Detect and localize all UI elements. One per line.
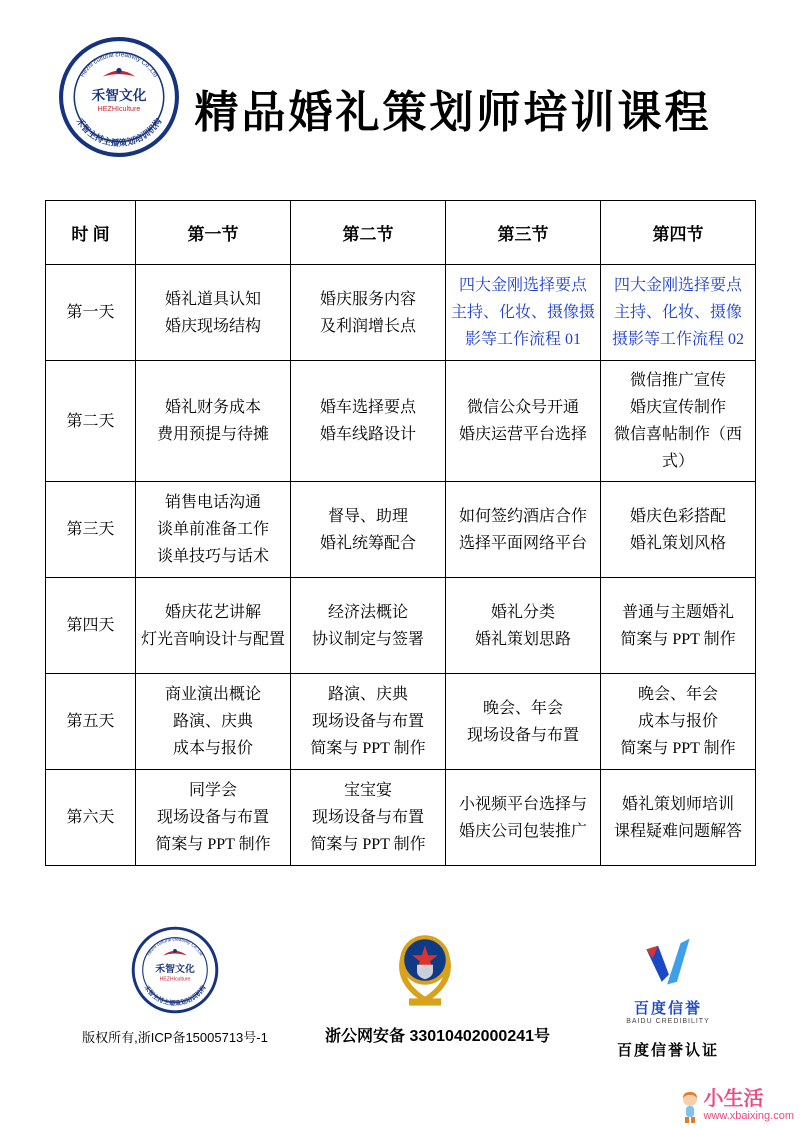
company-logo xyxy=(58,36,180,158)
course-line: 婚庆色彩搭配 xyxy=(629,507,726,525)
course-line: 销售电话沟通 xyxy=(164,494,261,511)
table-row xyxy=(46,482,756,578)
police-record-text: 浙公网安备 33010402000241号 xyxy=(325,1028,551,1045)
course-line: 婚礼策划师培训 xyxy=(621,795,734,813)
svg-text:HEZHIculture: HEZHIculture xyxy=(159,976,191,983)
course-line: 路演、庆典 xyxy=(327,686,408,703)
course-line: 现场设备与布置 xyxy=(156,809,269,826)
course-cell xyxy=(136,578,291,674)
course-line: 经济法概论 xyxy=(327,603,408,621)
course-line: 商业演出概论 xyxy=(164,686,261,703)
svg-text:禾智文化: 禾智文化 xyxy=(155,964,195,976)
course-line: 现场设备与布置 xyxy=(311,809,424,826)
course-line: 及利润增长点 xyxy=(319,317,416,335)
course-cell xyxy=(136,770,291,866)
table-row xyxy=(46,265,756,361)
day-label: 第一天 xyxy=(46,265,136,361)
course-line: 成本与报价 xyxy=(172,740,253,757)
course-line: 微信喜帖制作（西式） xyxy=(613,426,742,470)
column-header: 时 间 xyxy=(46,201,136,265)
logo-arc-bottom-text: 禾智主持主播策划培训机构 xyxy=(74,116,164,148)
course-line: 主持、化妆、摄像 xyxy=(613,304,742,321)
course-line: 婚车线路设计 xyxy=(319,426,416,443)
table-row xyxy=(46,770,756,866)
course-line: 婚车选择要点 xyxy=(319,399,416,416)
course-cell xyxy=(291,674,446,770)
baidu-name-cn: 百度信誉 xyxy=(633,1000,702,1017)
course-line: 主持、化妆、摄像摄 xyxy=(450,304,595,321)
day-label: 第三天 xyxy=(46,482,136,578)
course-line: 简案与 PPT 制作 xyxy=(155,836,271,853)
course-line: 四大金刚选择要点 xyxy=(613,277,742,294)
day-label: 第四天 xyxy=(46,578,136,674)
course-line: 现场设备与布置 xyxy=(311,713,424,730)
course-line: 督导、助理 xyxy=(327,507,408,525)
course-cell xyxy=(291,578,446,674)
course-line: 婚庆花艺讲解 xyxy=(164,603,261,621)
course-cell xyxy=(446,482,601,578)
course-line: 影等工作流程 01 xyxy=(464,331,581,348)
course-line: 婚礼统筹配合 xyxy=(319,534,416,552)
course-cell xyxy=(601,674,756,770)
course-line: 摄影等工作流程 02 xyxy=(611,331,744,348)
course-line: 微信推广宣传 xyxy=(629,372,726,389)
baidu-name-en: BAIDU CREDIBILITY xyxy=(626,1018,710,1025)
course-cell xyxy=(291,770,446,866)
course-cell xyxy=(136,361,291,482)
course-cell xyxy=(446,770,601,866)
course-line: 婚礼道具认知 xyxy=(164,290,261,308)
svg-text:禾智主持主播策划培训机构: 禾智主持主播策划培训机构 xyxy=(142,984,208,1008)
course-line: 四大金刚选择要点 xyxy=(458,277,587,294)
company-logo-small xyxy=(131,926,219,1014)
column-header: 第二节 xyxy=(291,201,446,265)
course-cell xyxy=(446,361,601,482)
course-line: 简案与 PPT 制作 xyxy=(310,740,426,757)
course-cell xyxy=(136,674,291,770)
course-cell xyxy=(601,770,756,866)
course-line: 协议制定与签署 xyxy=(311,630,424,648)
course-cell xyxy=(601,265,756,361)
course-cell xyxy=(136,265,291,361)
course-line: 谈单技巧与话术 xyxy=(156,548,269,565)
table-row xyxy=(46,674,756,770)
course-line: 婚庆运营平台选择 xyxy=(458,426,587,443)
course-line: 路演、庆典 xyxy=(172,713,253,730)
mascot-icon xyxy=(679,1090,701,1124)
course-table xyxy=(45,200,756,866)
course-cell xyxy=(601,482,756,578)
column-header: 第一节 xyxy=(136,201,291,265)
column-header: 第三节 xyxy=(446,201,601,265)
course-cell xyxy=(136,482,291,578)
course-line: 婚礼策划思路 xyxy=(474,630,571,648)
page-title: 精品婚礼策划师培训课程 xyxy=(194,88,712,137)
baidu-credibility-icon xyxy=(641,934,695,990)
course-cell xyxy=(446,265,601,361)
course-line: 婚庆宣传制作 xyxy=(629,399,726,416)
table-row xyxy=(46,361,756,482)
course-line: 同学会 xyxy=(188,782,237,799)
course-line: 课程疑难问题解答 xyxy=(613,822,742,840)
footer-copyright-block xyxy=(70,926,280,1046)
course-line: 选择平面网络平台 xyxy=(458,534,587,552)
baidu-cert-text: 百度信誉认证 xyxy=(616,1042,719,1059)
course-line: 宝宝宴 xyxy=(343,782,392,799)
course-line: 婚庆服务内容 xyxy=(319,290,416,308)
course-line: 婚庆公司包装推广 xyxy=(458,822,587,840)
course-line: 灯光音响设计与配置 xyxy=(140,630,285,648)
course-line: 微信公众号开通 xyxy=(466,399,579,416)
logo-arc-top-text: Hezhi cultural creativity Co.,Ltd xyxy=(78,51,160,79)
logo-name-cn: 禾智文化 xyxy=(91,88,147,104)
site-watermark xyxy=(679,1088,794,1124)
course-line: 小视频平台选择与 xyxy=(458,795,587,813)
course-cell xyxy=(446,674,601,770)
course-line: 婚庆现场结构 xyxy=(164,317,261,335)
course-line: 费用预提与待摊 xyxy=(156,426,269,443)
course-cell xyxy=(601,361,756,482)
course-line: 现场设备与布置 xyxy=(466,726,579,744)
column-header: 第四节 xyxy=(601,201,756,265)
course-line: 谈单前准备工作 xyxy=(156,521,269,538)
course-cell xyxy=(291,361,446,482)
course-line: 普通与主题婚礼 xyxy=(621,603,734,621)
course-line: 婚礼分类 xyxy=(490,603,555,621)
day-label: 第五天 xyxy=(46,674,136,770)
footer-baidu-block xyxy=(588,934,748,1060)
course-line: 婚礼财务成本 xyxy=(164,399,261,416)
table-row xyxy=(46,578,756,674)
footer-police-block xyxy=(325,926,551,1046)
svg-text:Hezhi cultural creativity Co.,: Hezhi cultural creativity Co.,Ltd xyxy=(145,936,205,957)
course-cell xyxy=(291,482,446,578)
logo-name-en: HEZHIculture xyxy=(97,105,141,114)
course-line: 晚会、年会 xyxy=(637,686,718,703)
course-cell xyxy=(291,265,446,361)
course-table-body xyxy=(46,265,756,866)
copyright-text: 版权所有,浙ICP备15005713号-1 xyxy=(82,1030,268,1045)
course-line: 婚礼策划风格 xyxy=(629,534,726,552)
course-line: 简案与 PPT 制作 xyxy=(620,740,736,757)
day-label: 第六天 xyxy=(46,770,136,866)
course-line: 简案与 PPT 制作 xyxy=(620,630,736,648)
course-line: 简案与 PPT 制作 xyxy=(310,836,426,853)
police-badge-icon xyxy=(393,926,457,1010)
watermark-site-url: www.xbaixing.com xyxy=(703,1110,794,1122)
course-cell xyxy=(601,578,756,674)
course-cell xyxy=(446,578,601,674)
course-line: 成本与报价 xyxy=(637,713,718,730)
day-label: 第二天 xyxy=(46,361,136,482)
course-line: 晚会、年会 xyxy=(482,699,563,717)
course-table-head-row xyxy=(46,201,756,265)
watermark-site-name: 小生活 xyxy=(703,1088,764,1110)
course-line: 如何签约酒店合作 xyxy=(458,507,587,525)
